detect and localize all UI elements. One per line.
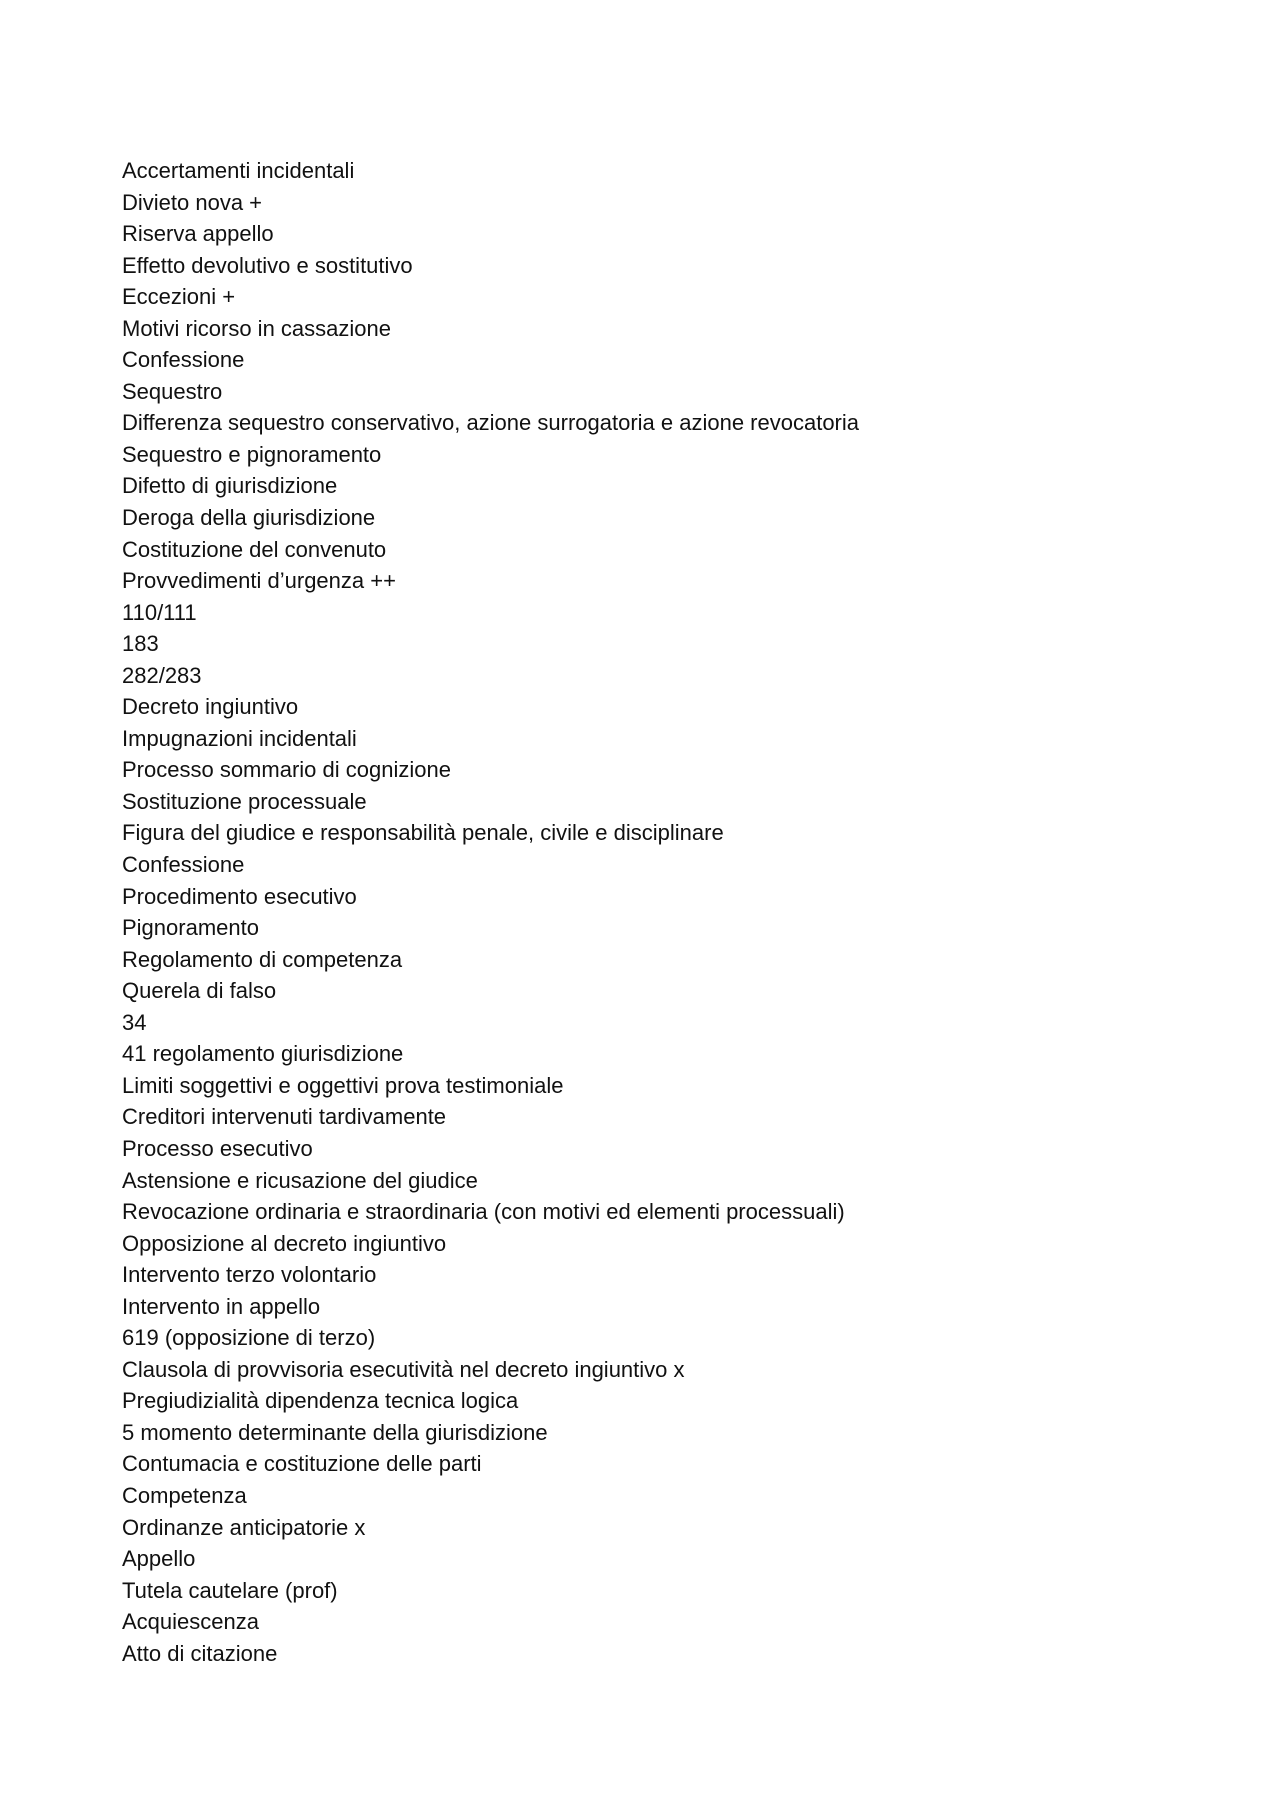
list-item: 5 momento determinante della giurisdizione — [122, 1419, 548, 1445]
list-item: Provvedimenti d’urgenza ++ — [122, 568, 396, 594]
list-item: Motivi ricorso in cassazione — [122, 315, 391, 341]
list-item: Confessione — [122, 852, 245, 878]
list-item: Processo esecutivo — [122, 1135, 313, 1161]
list-item: Costituzione del convenuto — [122, 536, 387, 562]
list-item: Riserva appello — [122, 221, 274, 247]
list-item: Accertamenti incidentali — [122, 158, 355, 183]
list-item: Pregiudizialità dipendenza tecnica logica — [122, 1388, 519, 1414]
list-item: Querela di falso — [122, 978, 277, 1004]
list-item: Atto di citazione — [122, 1640, 278, 1666]
list-item: 34 — [122, 1009, 147, 1035]
list-item: Competenza — [122, 1482, 247, 1508]
list-item: Revocazione ordinaria e straordinaria (con motivi ed elementi processuali) — [122, 1199, 845, 1225]
list-item: Intervento terzo volontario — [122, 1262, 377, 1288]
list-item: Contumacia e costituzione delle parti — [122, 1451, 482, 1477]
list-item: Decreto ingiuntivo — [122, 694, 299, 720]
topic-list — [122, 155, 859, 1669]
list-item: Intervento in appello — [122, 1293, 321, 1319]
list-item: Confessione — [122, 347, 245, 373]
list-item: 282/283 — [122, 662, 202, 688]
list-item: 183 — [122, 631, 159, 657]
list-item: Clausola di provvisoria esecutività nel decreto ingiuntivo x — [122, 1356, 685, 1382]
list-item: Sequestro — [122, 378, 223, 404]
list-item: Astensione e ricusazione del giudice — [122, 1167, 478, 1193]
list-item: Procedimento esecutivo — [122, 883, 357, 909]
list-item: 619 (opposizione di terzo) — [122, 1325, 376, 1351]
list-item: Pignoramento — [122, 915, 259, 941]
list-item: Sostituzione processuale — [122, 788, 367, 814]
list-item: 110/111 — [122, 599, 197, 625]
list-item: Impugnazioni incidentali — [122, 725, 357, 751]
list-item: Difetto di giurisdizione — [122, 473, 338, 499]
list-item: Deroga della giurisdizione — [122, 505, 376, 531]
list-item: Regolamento di competenza — [122, 946, 403, 972]
list-item: Eccezioni + — [122, 284, 236, 310]
list-item: Processo sommario di cognizione — [122, 757, 451, 783]
list-item: Sequestro e pignoramento — [122, 441, 382, 467]
list-item: Opposizione al decreto ingiuntivo — [122, 1230, 447, 1256]
list-item: Tutela cautelare (prof) — [122, 1577, 338, 1603]
list-item: 41 regolamento giurisdizione — [122, 1041, 404, 1067]
list-item: Acquiescenza — [122, 1609, 259, 1635]
list-item: Differenza sequestro conservativo, azione surrogatoria e azione revocatoria — [122, 410, 859, 436]
list-item: Creditori intervenuti tardivamente — [122, 1104, 447, 1130]
list-item: Limiti soggettivi e oggettivi prova testimoniale — [122, 1072, 564, 1098]
list-item: Ordinanze anticipatorie x — [122, 1514, 366, 1540]
list-item: Appello — [122, 1546, 196, 1572]
list-item: Figura del giudice e responsabilità penale, civile e disciplinare — [122, 820, 724, 846]
list-item: Effetto devolutivo e sostitutivo — [122, 252, 413, 278]
list-item: Divieto nova + — [122, 189, 263, 215]
